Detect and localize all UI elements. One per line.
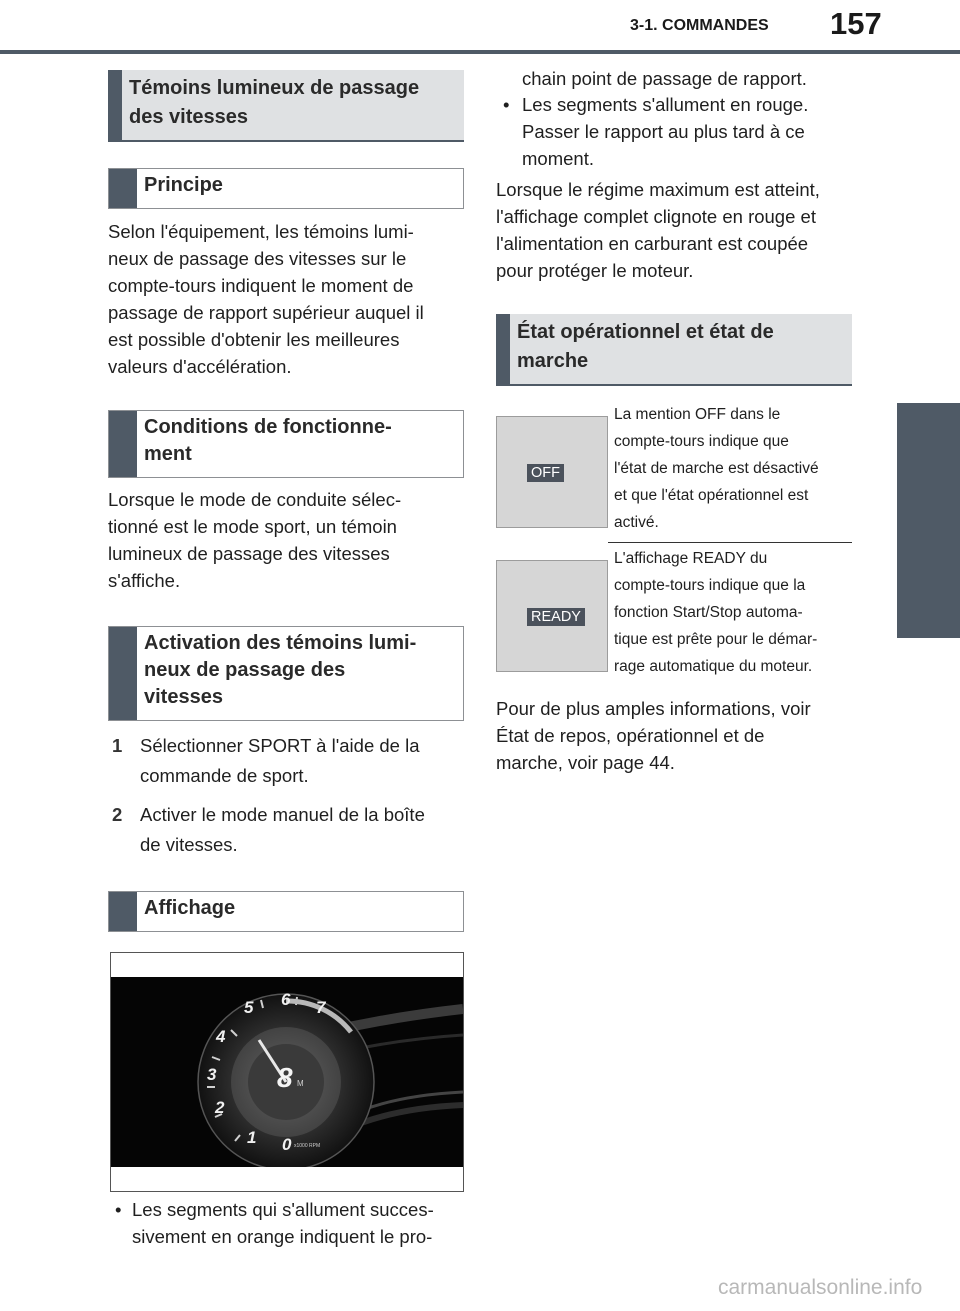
text-line: Lorsque le mode de conduite sélec- [108, 489, 402, 510]
text-line: compte-tours indiquent le moment de [108, 275, 414, 296]
step-1 [108, 731, 468, 791]
text-line: valeurs d'accélération. [108, 356, 292, 377]
subsection-title: Principe [144, 174, 223, 196]
text-line: commande de sport. [140, 765, 309, 786]
section-title [517, 318, 842, 376]
text-line: l'alimentation en carburant est coupée [496, 233, 809, 254]
text-line: Passer le rapport au plus tard à ce [522, 121, 805, 142]
dial-number: 4 [216, 1027, 226, 1046]
chapter-title: 3-1. COMMANDES [630, 17, 769, 34]
title-line: neux de passage des [144, 659, 346, 681]
conditions-paragraph [108, 486, 468, 594]
section-title: Témoins lumineux de passage des vitesses [129, 77, 420, 128]
section-header-shift-lights [108, 70, 464, 142]
watermark: carmanualsonline.info [718, 1276, 923, 1299]
text-line: l'affichage complet clignote en rouge et [496, 206, 816, 227]
text-line: moment. [522, 148, 594, 169]
text-line: Sélectionner SPORT à l'aide de la [140, 735, 420, 756]
rpm-unit: x1000 RPM [294, 1143, 321, 1149]
text-line: et que l'état opérationnel est [614, 487, 809, 504]
dial-number: 3 [207, 1065, 217, 1084]
text-line: passage de rapport supérieur auquel il [108, 302, 424, 323]
bullet-glyph: • [503, 94, 510, 115]
text-line: s'affiche. [108, 570, 181, 591]
tachometer-illustration [110, 952, 464, 1192]
side-tab-label: COMMANDES [920, 905, 937, 1016]
bullet-continuation [496, 65, 856, 92]
dial-number: 6 [281, 990, 291, 1009]
dial-number: 1 [247, 1128, 257, 1147]
text-line: rage automatique du moteur. [614, 658, 813, 675]
text-line: compte-tours indique que [614, 433, 789, 450]
text-line: La mention OFF dans le [614, 406, 781, 423]
ready-label: READY [527, 608, 585, 626]
text-line: de vitesses. [140, 834, 238, 855]
subsection-title [144, 630, 455, 711]
title-line: ment [144, 443, 192, 465]
ready-description [614, 545, 854, 680]
text-line: pour protéger le moteur. [496, 260, 694, 281]
text-line: compte-tours indique que la [614, 577, 806, 594]
title-line: Conditions de fonctionne- [144, 416, 392, 438]
text-line: tionné est le mode sport, un témoin [108, 516, 397, 537]
section-header-operational-state [496, 314, 852, 386]
bullet-segments-red [496, 91, 856, 172]
text-line: chain point de passage de rapport. [522, 68, 807, 89]
text-line: activé. [614, 514, 659, 531]
dial-number: 0 [282, 1135, 292, 1154]
page-number: 157 [830, 6, 882, 41]
gear-indicator: 8 [277, 1062, 293, 1093]
bullet-glyph: • [115, 1199, 122, 1220]
text-line: lumineux de passage des vitesses [108, 543, 390, 564]
text-line: Les segments s'allument en rouge. [522, 94, 809, 115]
step-number: 2 [112, 804, 123, 825]
text-line: fonction Start/Stop automa- [614, 604, 803, 621]
divider [608, 542, 852, 543]
text-line: Les segments qui s'allument succes- [132, 1199, 434, 1220]
text-line: sivement en orange indiquent le pro- [132, 1226, 433, 1247]
principe-paragraph [108, 218, 468, 380]
text-line: tique est prête pour le démar- [614, 631, 818, 648]
step-number: 1 [112, 735, 123, 756]
bullet-segments-orange [108, 1196, 468, 1250]
off-label: OFF [527, 464, 564, 482]
tachometer-graphic [111, 977, 463, 1167]
title-line: Activation des témoins lumi- [144, 632, 417, 654]
text-line: marche, voir page 44. [496, 752, 675, 773]
subsection-activation [108, 626, 464, 721]
text-line: est possible d'obtenir les meilleures [108, 329, 400, 350]
off-indicator-image [496, 416, 608, 528]
title-line: État opérationnel et état de [517, 321, 774, 343]
dial-number: 5 [244, 998, 254, 1017]
chapter-side-tab [897, 403, 960, 1016]
dial-number: 2 [215, 1098, 225, 1117]
text-line: l'état de marche est désactivé [614, 460, 819, 477]
text-line: neux de passage des vitesses sur le [108, 248, 407, 269]
text-line: État de repos, opérationnel et de [496, 725, 765, 746]
header-rule [0, 50, 960, 54]
more-info-paragraph [496, 695, 856, 776]
text-line: Lorsque le régime maximum est atteint, [496, 179, 820, 200]
text-line: Activer le mode manuel de la boîte [140, 804, 425, 825]
text-line: L'affichage READY du [614, 550, 768, 567]
subsection-affichage [108, 891, 464, 932]
text-line: Selon l'équipement, les témoins lumi- [108, 221, 414, 242]
subsection-title [144, 414, 455, 468]
mode-indicator: M [297, 1079, 304, 1088]
subsection-title: Affichage [144, 897, 236, 919]
ready-indicator-image [496, 560, 608, 672]
title-line: marche [517, 350, 589, 372]
title-line: vitesses [144, 686, 223, 708]
off-description [614, 401, 854, 536]
dial-number: 7 [316, 998, 326, 1017]
subsection-principe [108, 168, 464, 209]
text-line: Pour de plus amples informations, voir [496, 698, 811, 719]
step-2 [108, 800, 468, 860]
max-rpm-paragraph [496, 176, 856, 284]
subsection-conditions [108, 410, 464, 478]
side-tab-number: 3 [924, 833, 933, 850]
